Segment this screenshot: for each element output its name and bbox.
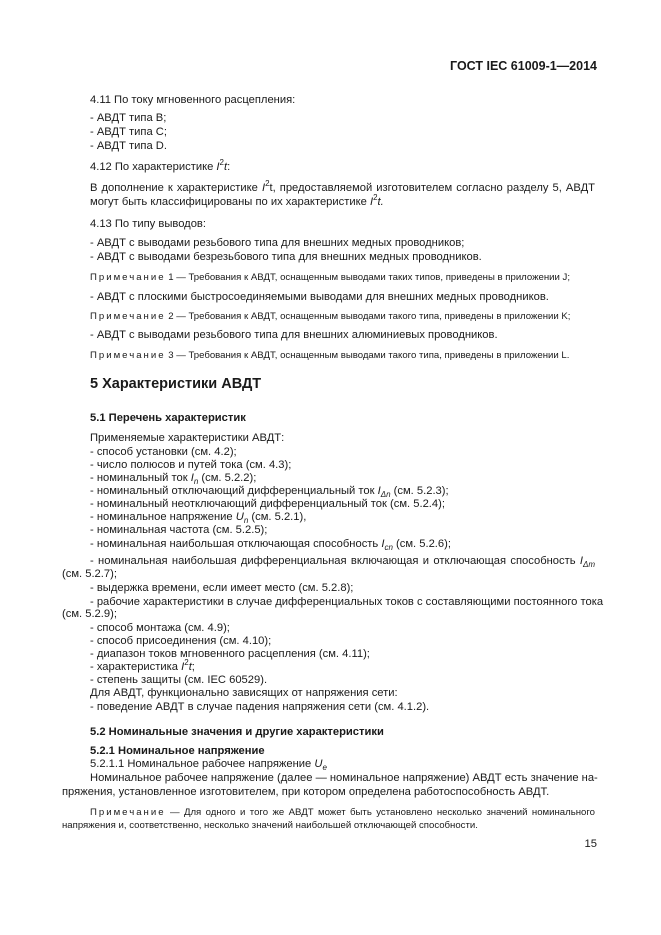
list-item: - степень защиты (см. IEC 60529). [90,674,268,686]
list-item: - рабочие характеристики в случае дифференциальных токов с составляющими постоянного тока [90,596,604,608]
list-item: - номинальный отключающий дифференциальный ток $I_{\Delta n}$ (см. 5.2.3); [90,485,449,499]
note: Примечание — Для одного и того же АВДТ может быть установлено несколько значений номинального [90,807,595,818]
list-item: - номинальная частота (см. 5.2.5); [90,524,268,536]
list-item: - поведение АВДТ в случае падения напряжения сети (см. 4.1.2). [90,701,430,713]
paragraph-line: Применяемые характеристики АВДТ: [90,432,285,444]
paragraph-line: В дополнение к характеристике $I^2t$, предоставляемой изготовителем согласно разделу 5, АВДТ [90,179,595,194]
list-item: - АВДТ типа D. [90,140,167,152]
section-5-2-1-1-title: 5.2.1.1 Номинальное рабочее напряжение $U_e$ [90,758,327,772]
list-item: - АВДТ типа C; [90,126,167,138]
list-item: - выдержка времени, если имеет место (см. 5.2.8); [90,582,354,594]
page-number: 15 [584,838,597,850]
section-4-13-title: 4.13 По типу выводов: [90,218,206,230]
section-5-2-heading: 5.2 Номинальные значения и другие характеристики [90,726,384,738]
list-item: - номинальный ток $I_n$ (см. 5.2.2); [90,472,257,486]
note: Примечание 3 — Требования к АВДТ, оснащенным выводами такого типа, приведены в приложении L. [90,350,570,361]
paragraph-line: Номинальное рабочее напряжение (далее — номинальное напряжение) АВДТ есть значение на- [90,772,598,784]
list-item: - номинальное напряжение $U_n$ (см. 5.2.1), [90,511,307,525]
list-item: - число полюсов и путей тока (см. 4.3); [90,459,292,471]
paragraph-line: пряжения, установленное изготовителем, при котором определена работоспособность АВДТ. [62,786,550,798]
list-item: - диапазон токов мгновенного расцепления (см. 4.11); [90,648,370,660]
note-continuation: напряжения и, соответственно, несколько значений наибольшей отключающей способности. [62,820,478,831]
list-item: - способ монтажа (см. 4.9); [90,622,230,634]
list-item: - АВДТ типа B; [90,112,167,124]
section-5-2-1-heading: 5.2.1 Номинальное напряжение [90,745,265,757]
list-item-continuation: (см. 5.2.7); [62,568,117,580]
section-4-12-title: 4.12 По характеристике $I^2t$: [90,158,231,173]
note: Примечание 1 — Требования к АВДТ, оснащенным выводами таких типов, приведены в приложении J; [90,272,571,283]
list-item-continuation: (см. 5.2.9); [62,608,117,620]
paragraph-line: могут быть классифицированы по их характеристике $I^2t$. [90,193,384,208]
section-4-11-title: 4.11 По току мгновенного расцепления: [90,94,296,106]
list-item: - способ присоединения (см. 4.10); [90,635,272,647]
list-item: - АВДТ с плоскими быстросоединяемыми выводами для внешних медных проводников. [90,291,549,303]
section-5-heading: 5 Характеристики АВДТ [90,376,262,392]
list-item: - номинальный неотключающий дифференциальный ток (см. 5.2.4); [90,498,445,510]
list-item: - способ установки (см. 4.2); [90,446,237,458]
list-item: - номинальная наибольшая дифференциальная включающая и отключающая способность $I_{\Delta m}$ [90,555,596,569]
note: Примечание 2 — Требования к АВДТ, оснащенным выводами такого типа, приведены в приложении K; [90,311,571,322]
list-item: - номинальная наибольшая отключающая способность $I_{cn}$ (см. 5.2.6); [90,538,451,552]
document-header: ГОСТ IEC 61009-1—2014 [450,59,597,73]
section-5-1-heading: 5.1 Перечень характеристик [90,412,246,424]
paragraph-line: Для АВДТ, функционально зависящих от напряжения сети: [90,687,398,699]
list-item: - АВДТ с выводами резьбового типа для внешних алюминиевых проводников. [90,329,498,341]
list-item: - АВДТ с выводами резьбового типа для внешних медных проводников; [90,237,465,249]
list-item: - характеристика $I^2t$; [90,658,195,673]
list-item: - АВДТ с выводами безрезьбового типа для внешних медных проводников. [90,251,482,263]
